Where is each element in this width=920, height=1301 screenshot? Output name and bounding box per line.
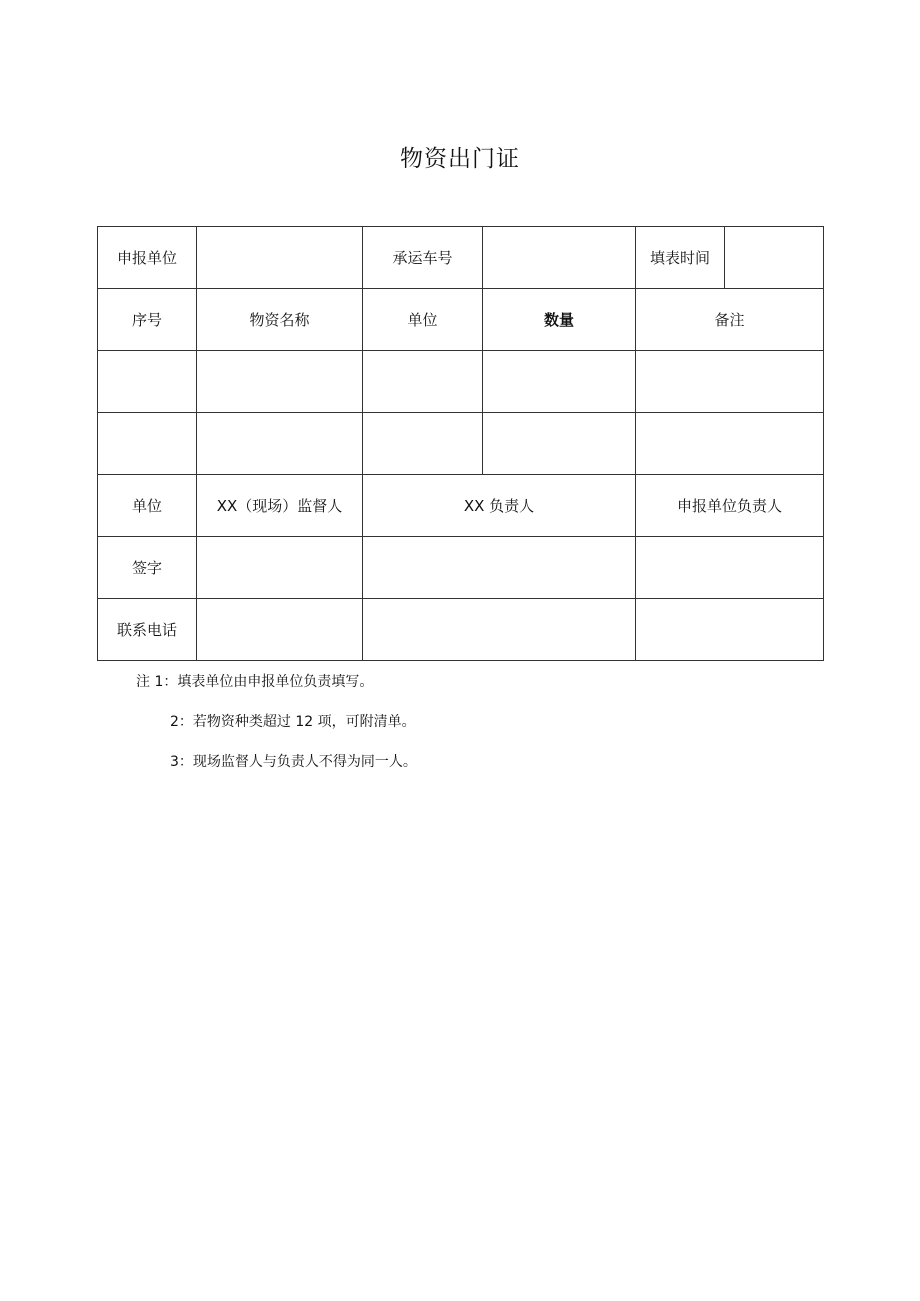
applicant-unit-field[interactable] [197,227,363,289]
responsible-signature-field[interactable] [363,537,636,599]
supervisor-header: XX（现场）监督人 [197,475,363,537]
table-row [98,351,824,413]
applicant-signature-field[interactable] [636,537,824,599]
unit-cell[interactable] [363,351,483,413]
form-row-sign-headers [98,475,824,537]
remark-cell[interactable] [636,351,824,413]
quantity-header: 数量 [483,289,636,351]
note-1: 注 1：填表单位由申报单位负责填写。 [136,674,374,690]
quantity-cell[interactable] [483,351,636,413]
remark-cell[interactable] [636,413,824,475]
seq-header: 序号 [98,289,197,351]
sign-unit-header: 单位 [98,475,197,537]
vehicle-no-field[interactable] [483,227,636,289]
seq-cell[interactable] [98,351,197,413]
unit-cell[interactable] [363,413,483,475]
form-row-header-info [98,227,824,289]
note-3: 3：现场监督人与负责人不得为同一人。 [170,754,417,770]
responsible-header: XX 负责人 [363,475,636,537]
applicant-unit-label: 申报单位 [98,227,197,289]
phone-label: 联系电话 [98,599,197,661]
fill-time-label: 填表时间 [636,227,725,289]
applicant-phone-field[interactable] [636,599,824,661]
quantity-cell[interactable] [483,413,636,475]
form-row-signature [98,537,824,599]
material-exit-form [97,226,824,661]
signature-label: 签字 [98,537,197,599]
page-title: 物资出门证 [400,146,520,172]
supervisor-signature-field[interactable] [197,537,363,599]
vehicle-no-label: 承运车号 [363,227,483,289]
material-name-cell[interactable] [197,351,363,413]
material-name-header: 物资名称 [197,289,363,351]
material-name-cell[interactable] [197,413,363,475]
form-row-column-headers [98,289,824,351]
applicant-responsible-header: 申报单位负责人 [636,475,824,537]
seq-cell[interactable] [98,413,197,475]
supervisor-phone-field[interactable] [197,599,363,661]
fill-time-field[interactable] [725,227,824,289]
unit-header: 单位 [363,289,483,351]
table-row [98,413,824,475]
remark-header: 备注 [636,289,824,351]
form-row-phone [98,599,824,661]
responsible-phone-field[interactable] [363,599,636,661]
note-2: 2：若物资种类超过 12 项，可附清单。 [170,714,416,730]
